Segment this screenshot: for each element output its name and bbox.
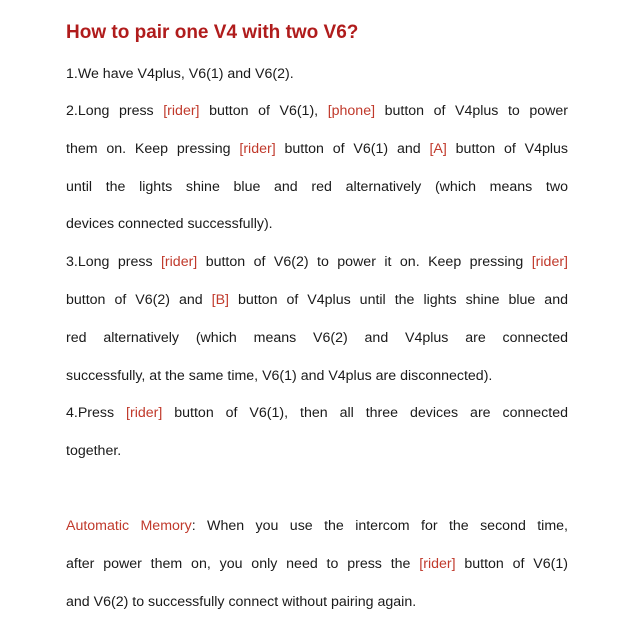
rider-button-ref: [rider] xyxy=(160,254,198,270)
step-2-text: button of V6(1), xyxy=(199,103,328,119)
memory-line-1 xyxy=(66,517,568,535)
step-4-line-1 xyxy=(66,404,568,422)
step-3-text: successfully, at the same time, V6(1) and V4plus are disconnected). xyxy=(66,368,493,384)
step-2-line-2 xyxy=(66,140,568,158)
step-2-text: 2.Long press xyxy=(66,103,164,119)
memory-text: after power them on, you only need to press the xyxy=(66,556,420,572)
step-2-text: button of V4plus to power xyxy=(375,103,568,119)
step-3-text: button of V4plus until the lights shine blue and xyxy=(229,292,568,308)
rider-button-ref: [rider] xyxy=(419,556,456,572)
step-2-text: devices connected successfully). xyxy=(66,216,273,232)
step-4-line-2 xyxy=(66,442,568,460)
step-3-text: button of V6(2) to power it on. Keep pressing xyxy=(197,254,532,270)
memory-line-3 xyxy=(66,593,568,611)
step-1-line xyxy=(66,65,568,83)
step-3-line-1 xyxy=(66,253,568,271)
step-2-line-3 xyxy=(66,178,568,196)
step-3-line-2 xyxy=(66,291,568,309)
step-3-text: button of V6(2) and xyxy=(66,292,212,308)
step-1-text: 1.We have V4plus, V6(1) and V6(2). xyxy=(66,66,294,82)
step-3-text: 3.Long press xyxy=(66,254,161,270)
phone-button-ref: [phone] xyxy=(327,103,376,119)
step-3-line-3 xyxy=(66,329,568,347)
rider-button-ref: [rider] xyxy=(531,254,568,270)
memory-text: and V6(2) to successfully connect without pairing again. xyxy=(66,594,417,610)
memory-text: button of V6(1) xyxy=(455,556,568,572)
rider-button-ref: [rider] xyxy=(239,141,276,157)
step-4-text: 4.Press xyxy=(66,405,127,421)
b-button-ref: [B] xyxy=(211,292,230,308)
step-2-line-1 xyxy=(66,102,568,120)
automatic-memory-label: Automatic Memory xyxy=(66,518,192,534)
step-2-text: until the lights shine blue and red alternatively (which means two xyxy=(66,179,568,195)
step-4-text: together. xyxy=(66,443,122,459)
step-2-line-4 xyxy=(66,215,568,233)
memory-text: : When you use the intercom for the second time, xyxy=(191,518,568,534)
step-3-text: red alternatively (which means V6(2) and V4plus are connected xyxy=(66,330,568,346)
step-3-line-4 xyxy=(66,367,568,385)
step-2-text: them on. Keep pressing xyxy=(66,141,240,157)
step-2-text: button of V6(1) and xyxy=(275,141,430,157)
memory-line-2 xyxy=(66,555,568,573)
step-4-text: button of V6(1), then all three devices are connected xyxy=(162,405,568,421)
rider-button-ref: [rider] xyxy=(163,103,200,119)
step-2-text: button of V4plus xyxy=(446,141,568,157)
rider-button-ref: [rider] xyxy=(126,405,163,421)
a-button-ref: [A] xyxy=(429,141,447,157)
page-title: How to pair one V4 with two V6? xyxy=(66,22,359,43)
